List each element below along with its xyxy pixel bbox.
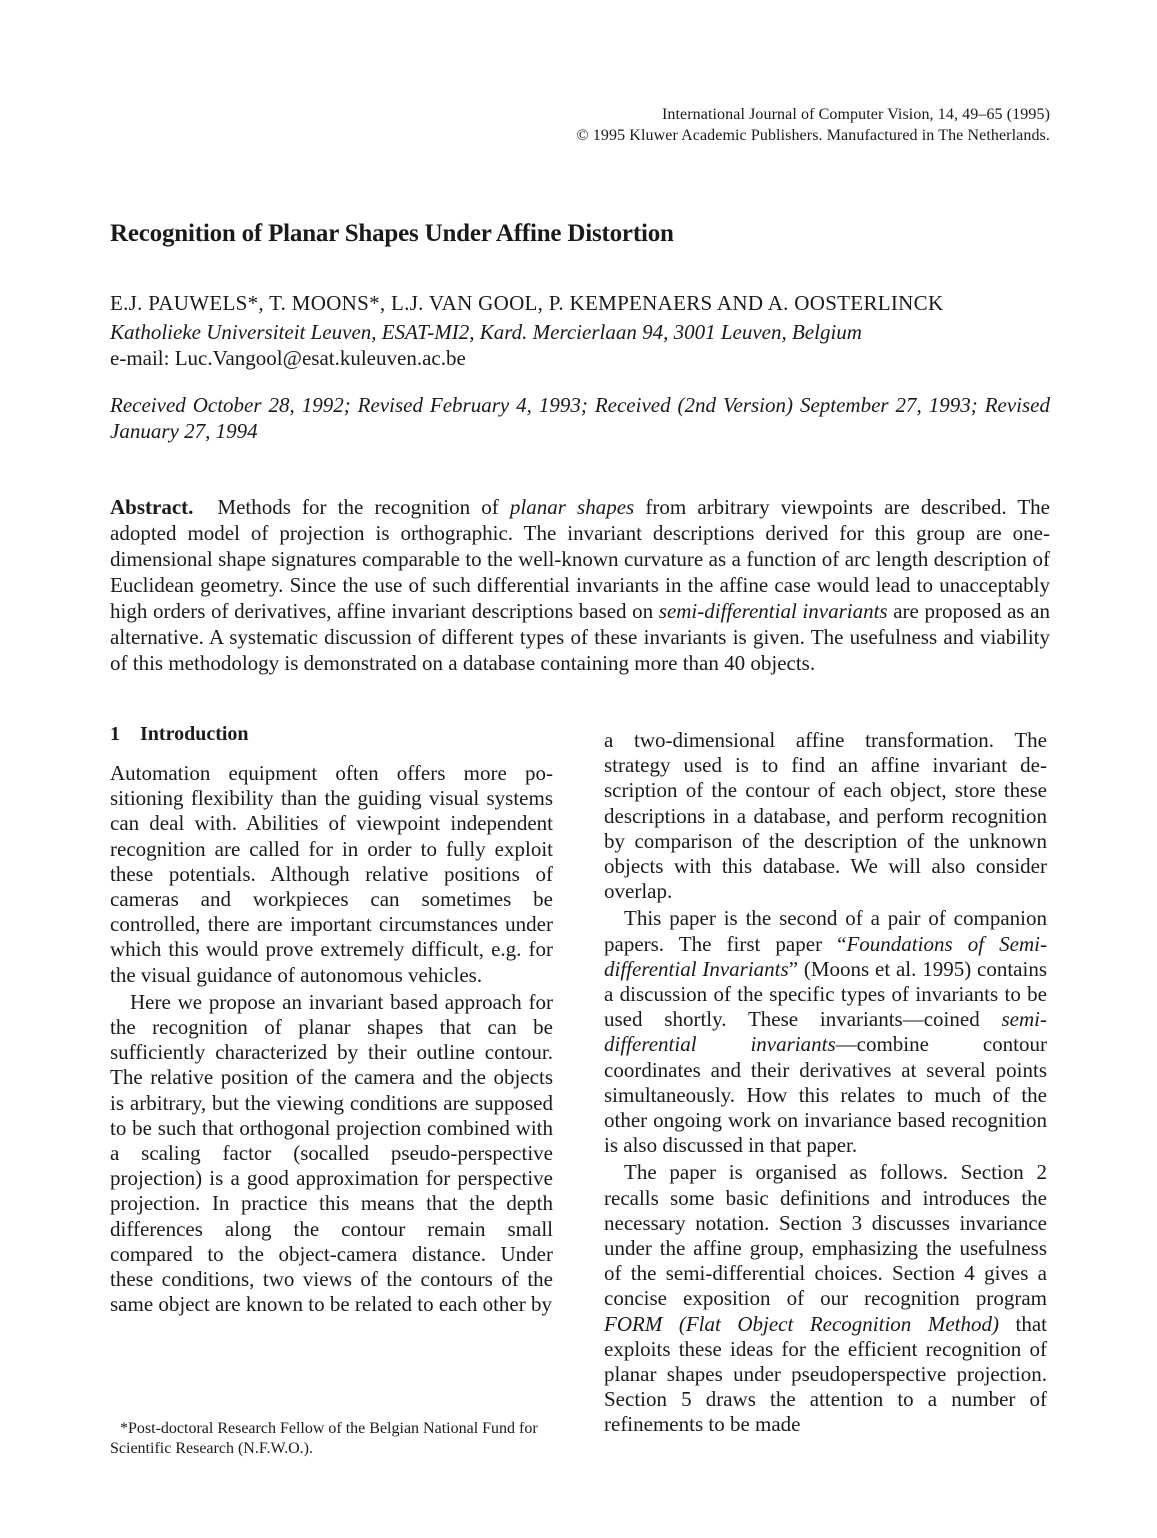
paper-title: Recognition of Planar Shapes Under Affine Distortion bbox=[110, 220, 674, 247]
body-paragraph bbox=[604, 1160, 1047, 1437]
author-list: E.J. PAUWELS*, T. MOONS*, L.J. VAN GOOL, P. KEMPENAERS AND A. OOSTERLINCK bbox=[110, 291, 944, 315]
abstract-text-3: are proposed as an alternative. A systematic discussion of different types of these invariants is given. The usefulness and viability of this methodology is demonstrated on a database containing more than 40 objects. bbox=[110, 599, 1050, 675]
emphasized-term: semi-differential invariants bbox=[604, 1007, 1047, 1057]
body-paragraph bbox=[604, 906, 1047, 1158]
section-number: 1 bbox=[110, 723, 120, 745]
section-heading bbox=[110, 722, 553, 746]
left-column bbox=[110, 722, 553, 1317]
copyright-notice: © 1995 Kluwer Academic Publishers. Manufactured in The Netherlands. bbox=[576, 127, 1050, 144]
contact-email: e-mail: Luc.Vangool@esat.kuleuven.ac.be bbox=[110, 346, 466, 370]
abstract-label: Abstract. bbox=[110, 495, 194, 519]
abstract-emphasis-2: semi-differential invariants bbox=[658, 599, 888, 623]
body-paragraph: Automation equipment often offers more positioning flexibility than the guiding visual systems can deal with. Abilities of viewpoint independent recognition are called for in order to fully exploit these potentials. Although relative positions of cameras and workpieces can sometimes be controlled, there are important circumstances under which this would prove extremely difficult, e.g. for the visual guidance of autonomous vehicles. bbox=[110, 761, 553, 987]
received-dates: Received October 28, 1992; Revised February 4, 1993; Received (2nd Version) September 27, 1993; Revised January 27, 1994 bbox=[110, 393, 1050, 443]
body-paragraph: a two-dimensional affine transformation. The strategy used is to find an affine invariant description of the contour of each object, store these descriptions in a database, and perform recognition by comparison of the description of the unknown objects with this database. We will also consider overlap. bbox=[604, 728, 1047, 904]
body-paragraph: Here we propose an invariant based approach for the recognition of planar shapes that can be sufficiently characterized by their outline contour. The relative position of the camera and the objects is arbitrary, but the viewing conditions are supposed to be such that orthogonal projection combined with a scaling factor (socalled pseudo-perspective projection) is a good approximation for perspective projection. In practice this means that the depth differences along the contour remain small compared to the object-camera distance. Under these conditions, two views of the contours of the same object are known to be related to each other by bbox=[110, 989, 553, 1317]
abstract-emphasis-1: planar shapes bbox=[509, 495, 635, 519]
paragraph-text: The paper is organised as follows. Section 2 recalls some basic definitions and introduces the necessary notation. Section 3 discusses invariance under the affine group, emphasizing the usefulness of the semi-differential choices. Section 4 gives a concise exposition of our recognition program bbox=[604, 1160, 1047, 1311]
author-affiliation: Katholieke Universiteit Leuven, ESAT-MI2, Kard. Mercierlaan 94, 3001 Leuven, Belgium bbox=[110, 320, 862, 344]
paragraph-text: This paper is the second of a pair of companion papers. The first paper “ bbox=[604, 906, 1047, 956]
journal-header bbox=[576, 104, 1050, 146]
journal-citation: International Journal of Computer Vision, 14, 49–65 (1995) bbox=[661, 106, 1050, 123]
paragraph-text: ” (Moons et al. 1995) contains a discussion of the specific types of invariants to be used shortly. These invariants—coined bbox=[604, 956, 1047, 1032]
abstract-text-2: from arbitrary viewpoints are described. The adopted model of projection is orthographic. The invariant descriptions derived for this group are one-dimensional shape signatures comparable to the well-known curvature as a function of arc length description of Euclidean geometry. Since the use of such differential invariants in the affine case would lead to unacceptably high orders of derivatives, affine invariant descriptions based on bbox=[110, 495, 1050, 623]
section-title: Introduction bbox=[140, 723, 249, 745]
right-column bbox=[604, 728, 1047, 1438]
abstract bbox=[110, 494, 1050, 676]
program-name: FORM (Flat Object Recognition Method) bbox=[604, 1311, 999, 1336]
footnote: *Post-doctoral Research Fellow of the Belgian National Fund for Scientific Research (N.F.W.O.). bbox=[110, 1420, 538, 1457]
abstract-text-1: Methods for the recognition of bbox=[217, 495, 510, 519]
cited-paper-title: Foundations of Semi-differential Invariants bbox=[604, 931, 1047, 981]
paragraph-text: that exploits these ideas for the efficient recognition of planar shapes under pseudoperspective projection. Section 5 draws the attention to a number of refinements to be made bbox=[604, 1311, 1047, 1437]
paragraph-text: —combine contour coordinates and their derivatives at several points simultaneously. How this relates to much of the other ongoing work on invariance based recognition is also discussed in that paper. bbox=[604, 1032, 1047, 1158]
